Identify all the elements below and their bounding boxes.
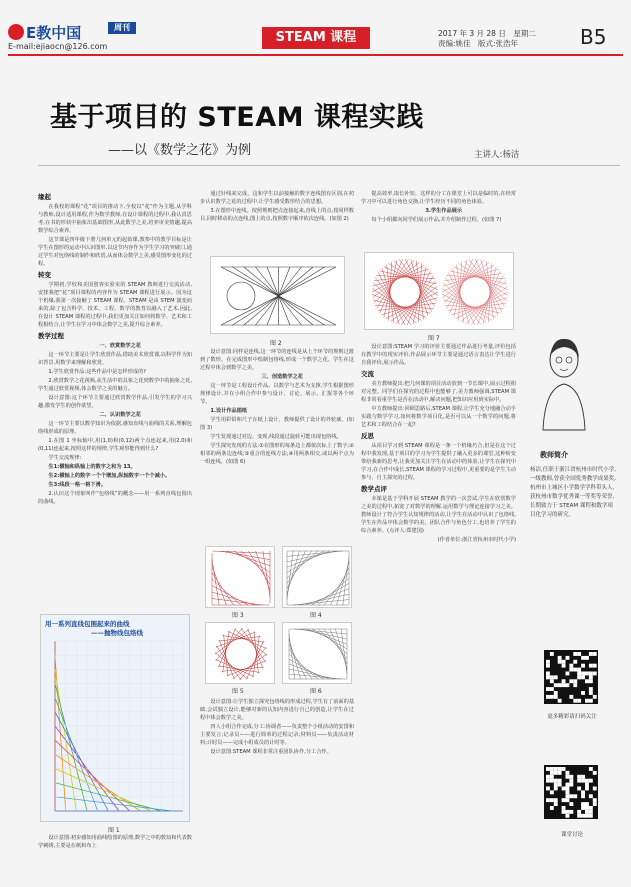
paragraph: 四人小组合作完成,分工:协调者——负责整个小组活动的安排和主要发言;记录员——进行简单的过程记录;材料员——负责活动材料;计时员——完成小组成员的计时等。: [200, 724, 354, 746]
figure-5: [205, 622, 275, 684]
article-host: 主讲人:杨洁: [474, 150, 520, 160]
heading-change: 转变: [38, 271, 51, 279]
paragraph: 学生用彩铅和尺子在纸上设计、教师提供了设计的外轮廓。(如图 3): [200, 417, 354, 431]
paragraph: 生2:横轴上的数字一个个增加,纵轴数字一个个减小。: [48, 473, 171, 479]
paragraph: 这节课是四年级下册几何单元的起始课,教参中的教学目标是让学生在图形的运动中认识图形,以这节内容作为学生学习的突破口,通过学生对包络线的制作和欣赏,从而体会数学之美,感受图形变化的过程。: [38, 237, 192, 267]
qr-code-icon[interactable]: [544, 650, 598, 704]
logo-icon: [8, 24, 24, 40]
paragraph: 在我校的课程“花”项目的推动下,全校以“花”作为主题,从学科与教师,设计适用课程,作为数学教师,在设计课程的过程中,我认真思考,在书的形状中抽象出基础图形,从此数学之美,培养审美情趣,提高数学综合素养。: [38, 204, 192, 234]
email-line: E-mail:ejiaocn@126.com: [8, 42, 108, 51]
paragraph: 学生探究发现的方法:①在图形的每条边上都依次标上了数字;②相邻的两条边连线;③重合的连线方法;④用两条相交,或以两个点为一组连线。(如图 6): [200, 443, 354, 465]
paragraph: 设计意图:同样是连线,这一环节的连线是从上个环节的规则过渡到了数形。在完成图形中绘制包络线,形成一个数学之花。学生在这过程中体会到数学之美。: [200, 349, 354, 371]
paragraph: 设计意图:STEAM 课程非常注重团队协作,分工合作。: [210, 749, 332, 755]
paragraph: 1.学生欣赏作品:这些作品中是怎样形成的?: [48, 369, 147, 375]
teacher-portrait: [533, 330, 595, 440]
figure-6-drawing: [283, 623, 353, 685]
figure-1-subtitle: ——抛物线包络线: [91, 629, 143, 637]
section-badge: STEAM 课程: [262, 27, 370, 49]
figure-7-caption: 图 7: [428, 335, 440, 342]
brand-name: E教中国: [26, 24, 82, 42]
paragraph: 学生交流规律:: [48, 455, 82, 461]
profile-text: 杨洁,任职于浙江省杭州市时代小学,一级教师,曾获全国优秀教学成果奖,杭州市上城区小学数学学科带头人,获杭州市数学优秀课一等奖等荣誉,长期致力于 STEAM 课程和数学项目化学习的研究。: [530, 467, 616, 518]
week-label: 周刊: [108, 22, 136, 34]
paragraph: 学期初,学校和美国创客实验室的 STEAM 教师进行交流活动,安排我把“花”项目课程的内容作为 STEAM 课程进行展示。因为这个机缘,我第一次接触了 STEAM 课程。STEAM 是由 STEM 演变而来的,除了包含科学、技术、工程、数学的教育以融入了艺术,因此,在设计 STEAM 课程的过程中,我们更加关注如何将数学、艺术和工程相结合,让学生在学习中体会数学之美,提升综合素养。: [38, 282, 192, 328]
subheading: 三、创造数学之花: [261, 374, 303, 380]
qr1-caption: 更多精彩请扫码关注: [547, 714, 597, 720]
qr2-caption: 课堂讨论: [560, 832, 583, 838]
figure-6-caption: 图 6: [310, 688, 322, 695]
subheading: 二、认识数学之花: [99, 412, 141, 418]
heading-communication: 交流: [361, 370, 374, 378]
paragraph: 这一环节是工程设计作品。以数学与艺术为支撑,学生根据图形规律设计,并在小组合作中参与设计、讨论、展示、汇报等各个环节。: [200, 383, 354, 405]
editor-line: 责编:姚佳 版式:张浩年: [438, 39, 519, 48]
figure-1-title: 用一系列直线包围起来的曲线: [45, 620, 130, 628]
column-3-body: [361, 343, 516, 880]
figure-7: [364, 252, 514, 330]
paragraph: 这一环节主要是让学生欣赏作品,借助美术欣赏课,以科学作为知识背景,用数学来理解和欣赏。: [38, 352, 192, 366]
figure-4-drawing: [283, 547, 353, 609]
paragraph: 3.在图形中连线。按照规则把点连接起来,直线上的点,按同样数目,同时移动的点连线,图上的点,按照数字顺序依次连线。(如图 2): [200, 208, 354, 222]
paragraph: 设计意图:STEAM 学习的评价主要通过作品进行考量,评价包括在教学中的现实评价,作品展示环节主要是通过语言表达让学生进行自我评价,展示作品。: [361, 344, 516, 366]
figure-4: [282, 546, 352, 608]
paragraph: 生3:线段一格一格下滑。: [48, 482, 106, 488]
paragraph: 学生发现通过对边、变现,线段通过旋转可能出现包络线。: [210, 434, 342, 440]
article-title: 基于项目的 STEAM 课程实践: [50, 102, 424, 133]
paragraph: 生1:横轴和纵轴上的数字之和为 13。: [48, 464, 136, 470]
paragraph: 这一环节主要以数学知识为依据,感知直线与曲线的关系,理解包络线形成的原理。: [38, 421, 192, 435]
article-subtitle: ——以《数学之花》为例: [108, 143, 252, 158]
envelope-diagram: [41, 615, 191, 823]
paragraph: 中方教师提出:回顾思路后,STEAM 课程,让学生充分地融合动手实践与数学学习,如何将数学项目化,是否可以从一个数学的问题,将艺术和工程结合在一起?: [361, 406, 516, 428]
figure-3: [205, 546, 275, 608]
figure-2-drawing: [211, 257, 346, 335]
qr-pattern: [544, 650, 598, 704]
title-divider: [38, 165, 620, 166]
figure-1-caption: 图 1: [108, 827, 120, 834]
figure-2: [210, 256, 345, 334]
profile-label: 教师简介: [540, 451, 568, 459]
column-3-top: [361, 190, 516, 258]
figure-4-caption: 图 4: [310, 612, 322, 619]
paragraph: 1.设计作品图纸: [210, 408, 248, 414]
heading-review: 教学点评: [361, 485, 387, 493]
subheading: 一、欣赏数学之花: [99, 343, 141, 349]
subheading: 3.学生作品展示: [425, 208, 463, 214]
heading-design: 教学过程: [38, 332, 64, 340]
figure-1: [40, 614, 190, 822]
paragraph: 设计意图:这个环节主要通过欣赏数学作品,引发学生的学习兴趣,激发学生的创作欲望。: [38, 395, 192, 409]
date-info: [438, 29, 536, 49]
heading-reflection: 反思: [361, 432, 374, 440]
paragraph: 每个小组都向同学们展示作品,并介绍制作过程。(如图 7): [371, 217, 502, 223]
figure-2-caption: 图 2: [270, 340, 282, 347]
paragraph: 从项目学习到 STEAM 课程是一条一个机缘巧合,但是在这个过程中我发现,基于项目的学习为学生提供了融入更多的课堂,这种转变带给我新的思考,让我更加关注学生在活动中的体验,让学生在探究中学习,在合作中成长,STEAM 课程的学习过程中,更重要的是学生主动参与、自主探究的过程。: [361, 443, 516, 481]
paragraph: 2.欣赏数学之花视频,从生活中的具象之花到数学中的抽象之花,学生通过欣赏视频,体会数学之美的魅力。: [38, 378, 192, 392]
figure-5-caption: 图 5: [232, 688, 244, 695]
paragraph: 提高效率,取长补短。这样的分工在课堂上可以是临时的,在经常学习中可以进行角色交换,让学生经历不同的角色体验。: [361, 191, 516, 205]
paragraph: 美方教师提出:把几何课的项目活动放到一节长课中,展示过程相对完整。同学们在探究的过程中也能够了,美方教师强调,STEAM 课程非常看重学生是否在活动中,解决问题,把知识应用到实际中。: [361, 381, 516, 403]
author-note: (作者单位:浙江省杭州市时代小学): [437, 537, 516, 543]
paragraph: 本课是基于学科开展 STEAM 教学的一次尝试,学生在欣赏数学之美的过程中,拓宽了对数学的理解,运用数学与理论连接学习之美。教师设计了符合学生认知规律的活动,让学生在活动中认识了包络线,学生在作品中体会数学的美。团队合作与角色分工,也培养了学生的综合素养。(点评人:郑建国): [361, 496, 516, 534]
paragraph: 设计意图:让学生独立探究包络线的形成过程,学生有了前面的基础,会试独立设计,能够对新的认知内容进行自己的创造,让学生在过程中体会数学之美。: [200, 699, 354, 721]
paragraph: 通过针线来完成。这和学生以前接触的数字连线图有区别,在初步认识数学之花的过程中,让学生感受数形结合的思想。: [200, 191, 354, 205]
qr-pattern: [544, 765, 598, 819]
qr-code-icon[interactable]: [544, 765, 598, 819]
date-line: 2017 年 3 月 28 日 星期二: [438, 29, 536, 38]
paragraph: 2.认识这个现象叫作“包络线”的概念——用一系列直线包围出的曲线。: [38, 491, 192, 505]
paragraph: 设计意图:初步感知用曲线绘图的原理,数学之中的数知和代表数学刺绣,主要是在纸和布上: [38, 835, 192, 849]
header-rule: [8, 54, 623, 56]
figure-3-caption: 图 3: [232, 612, 244, 619]
column-2-mid: [200, 348, 354, 544]
column-1-tail: [38, 834, 192, 882]
figure-7-drawing: [365, 253, 515, 331]
page-number: B5: [580, 25, 607, 49]
column-2-bottom: [200, 698, 354, 880]
paragraph: 1.在图 1 坐标轴中,用(1,0)和(0,12)两个点连起来,用(2,0)和(0,11)连起来,按照这样的规律,学生观察能得到什么?: [38, 438, 192, 452]
figure-6: [282, 622, 352, 684]
heading-intro: 缘起: [38, 193, 51, 201]
figure-3-drawing: [206, 547, 276, 609]
figure-5-drawing: [206, 623, 276, 685]
